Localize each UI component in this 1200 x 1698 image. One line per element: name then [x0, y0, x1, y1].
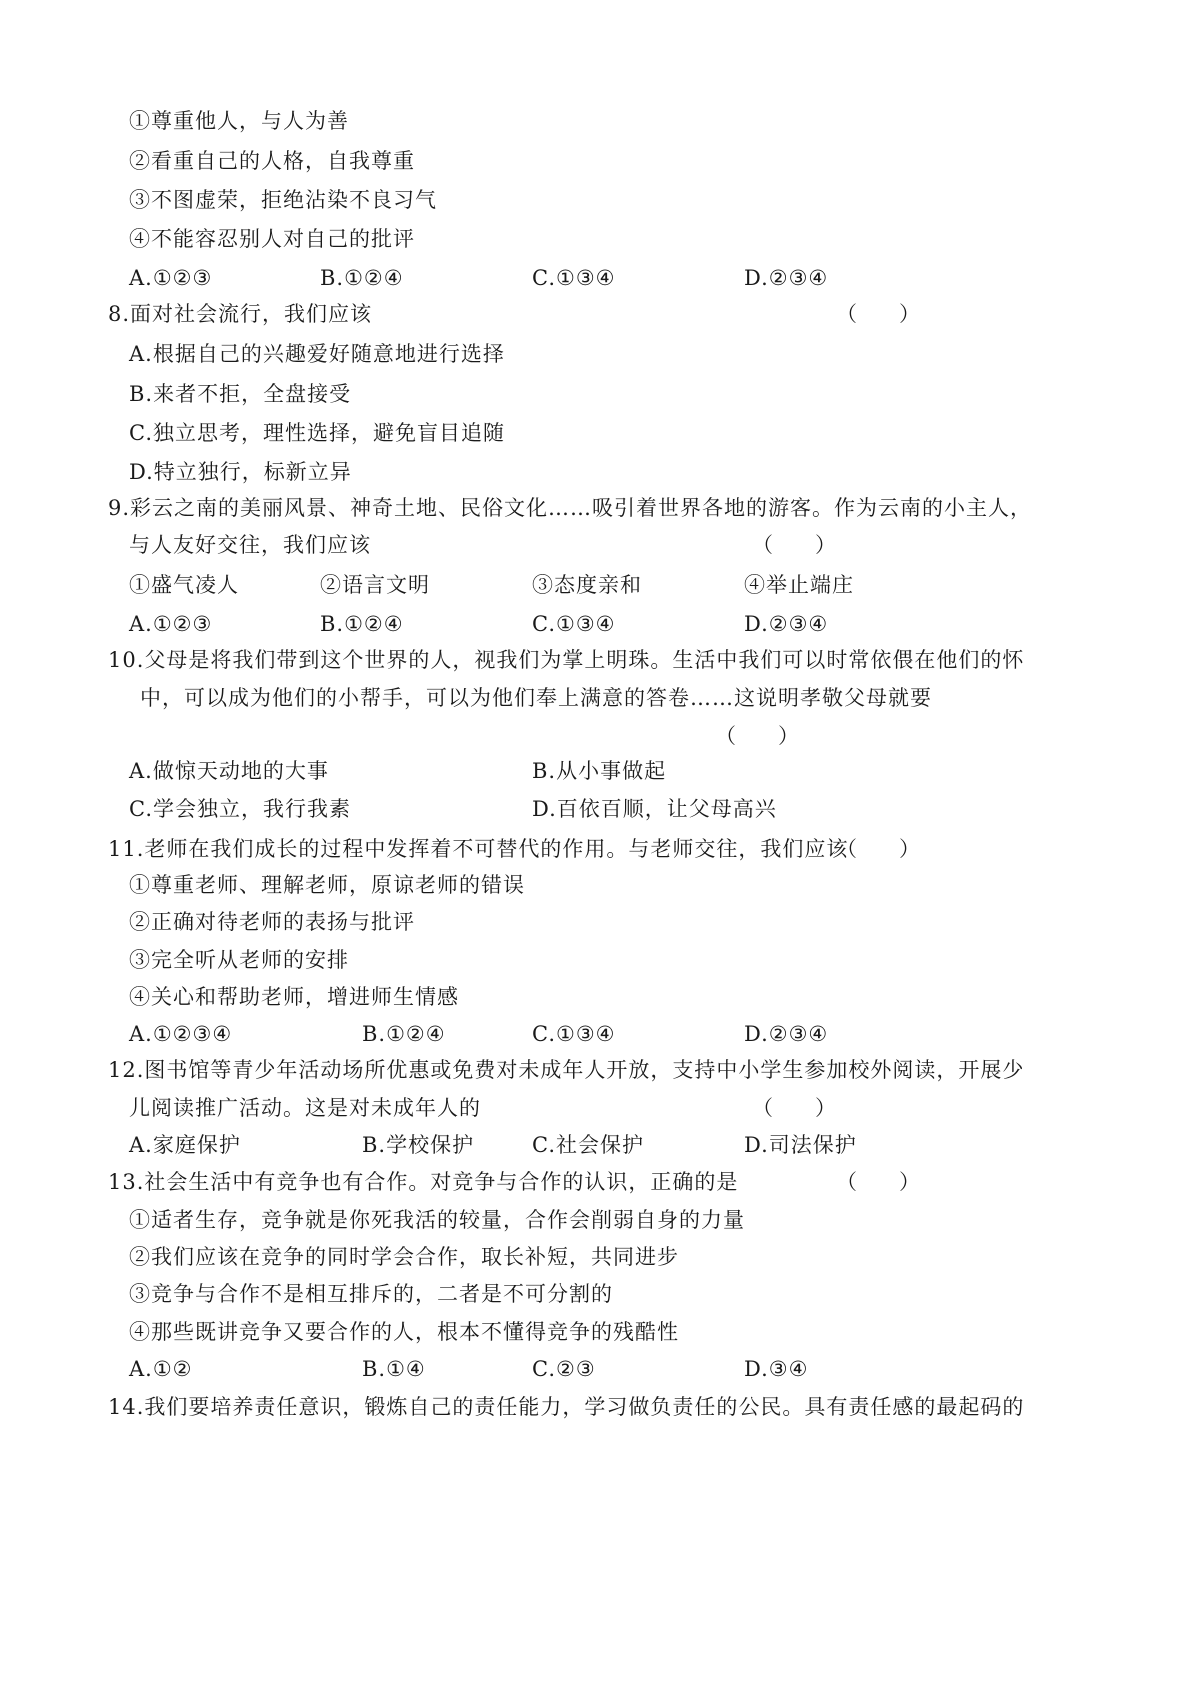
q13-stem: 13.社会生活中有竞争也有合作。对竞争与合作的认识，正确的是: [108, 1170, 739, 1194]
q7-item-4: ④不能容忍别人对自己的批评: [129, 227, 415, 251]
q13-option-c: C.②③: [532, 1357, 596, 1381]
q7-option-a: A.①②③: [129, 266, 213, 290]
q11-option-c: C.①③④: [532, 1022, 616, 1046]
q9-item-3: ③态度亲和: [532, 573, 642, 597]
q9-stem-line2: 与人友好交往，我们应该: [129, 533, 371, 557]
q12-option-c: C.社会保护: [532, 1133, 644, 1157]
q11-option-a: A.①②③④: [129, 1022, 233, 1046]
q8-stem: 8.面对社会流行，我们应该: [108, 302, 373, 326]
q11-answer-blank: （ ）: [836, 837, 920, 861]
q7-item-3: ③不图虚荣，拒绝沾染不良习气: [129, 188, 437, 212]
q13-option-b: B.①④: [362, 1357, 426, 1381]
q13-option-d: D.③④: [744, 1357, 809, 1381]
q10-option-c: C.学会独立，我行我素: [129, 797, 351, 821]
q11-stem: 11.老师在我们成长的过程中发挥着不可替代的作用。与老师交往，我们应该: [108, 837, 849, 861]
q10-option-b: B.从小事做起: [532, 759, 667, 783]
q13-option-a: A.①②: [129, 1357, 193, 1381]
q7-option-d: D.②③④: [744, 266, 829, 290]
q7-option-b: B.①②④: [320, 266, 404, 290]
q8-option-d: D.特立独行，标新立异: [129, 460, 352, 484]
q12-option-a: A.家庭保护: [129, 1133, 241, 1157]
q7-item-2: ②看重自己的人格，自我尊重: [129, 149, 415, 173]
q11-option-d: D.②③④: [744, 1022, 829, 1046]
q12-option-b: B.学校保护: [362, 1133, 475, 1157]
q7-item-1: ①尊重他人，与人为善: [129, 109, 349, 133]
q9-item-2: ②语言文明: [320, 573, 430, 597]
q13-item-4: ④那些既讲竞争又要合作的人，根本不懂得竞争的残酷性: [129, 1320, 679, 1344]
q13-item-3: ③竞争与合作不是相互排斥的，二者是不可分割的: [129, 1282, 613, 1306]
q12-option-d: D.司法保护: [744, 1133, 857, 1157]
q10-answer-blank: （ ）: [715, 724, 799, 748]
q11-item-1: ①尊重老师、理解老师，原谅老师的错误: [129, 873, 525, 897]
q9-item-1: ①盛气凌人: [129, 573, 239, 597]
q8-option-c: C.独立思考，理性选择，避免盲目追随: [129, 421, 505, 445]
q10-stem-line2: 中，可以成为他们的小帮手，可以为他们奉上满意的答卷……这说明孝敬父母就要: [140, 686, 932, 710]
q11-item-2: ②正确对待老师的表扬与批评: [129, 910, 415, 934]
q7-option-c: C.①③④: [532, 266, 616, 290]
q8-option-a: A.根据自己的兴趣爱好随意地进行选择: [129, 342, 505, 366]
q11-item-4: ④关心和帮助老师，增进师生情感: [129, 985, 459, 1009]
q9-answer-blank: （ ）: [752, 533, 836, 557]
q10-stem-line1: 10.父母是将我们带到这个世界的人，视我们为掌上明珠。生活中我们可以时常依偎在他们的怀: [108, 648, 1025, 672]
q12-stem-line1: 12.图书馆等青少年活动场所优惠或免费对未成年人开放，支持中小学生参加校外阅读，开展少: [108, 1058, 1025, 1082]
q14-stem-line1: 14.我们要培养责任意识，锻炼自己的责任能力，学习做负责任的公民。具有责任感的最起码的: [108, 1395, 1025, 1419]
q13-answer-blank: （ ）: [836, 1170, 920, 1194]
q9-stem-line1: 9.彩云之南的美丽风景、神奇土地、民俗文化……吸引着世界各地的游客。作为云南的小主人，: [108, 496, 1033, 520]
q13-item-2: ②我们应该在竞争的同时学会合作，取长补短，共同进步: [129, 1245, 679, 1269]
q10-option-d: D.百依百顺，让父母高兴: [532, 797, 777, 821]
q12-answer-blank: （ ）: [752, 1096, 836, 1120]
q9-option-d: D.②③④: [744, 612, 829, 636]
q9-option-a: A.①②③: [129, 612, 213, 636]
q10-option-a: A.做惊天动地的大事: [129, 759, 329, 783]
q9-option-c: C.①③④: [532, 612, 616, 636]
q11-option-b: B.①②④: [362, 1022, 446, 1046]
q8-answer-blank: （ ）: [836, 302, 920, 326]
q11-item-3: ③完全听从老师的安排: [129, 948, 349, 972]
q13-item-1: ①适者生存，竞争就是你死我活的较量，合作会削弱自身的力量: [129, 1208, 745, 1232]
q12-stem-line2: 儿阅读推广活动。这是对未成年人的: [129, 1096, 481, 1120]
q9-option-b: B.①②④: [320, 612, 404, 636]
q8-option-b: B.来者不拒，全盘接受: [129, 382, 352, 406]
q9-item-4: ④举止端庄: [744, 573, 854, 597]
